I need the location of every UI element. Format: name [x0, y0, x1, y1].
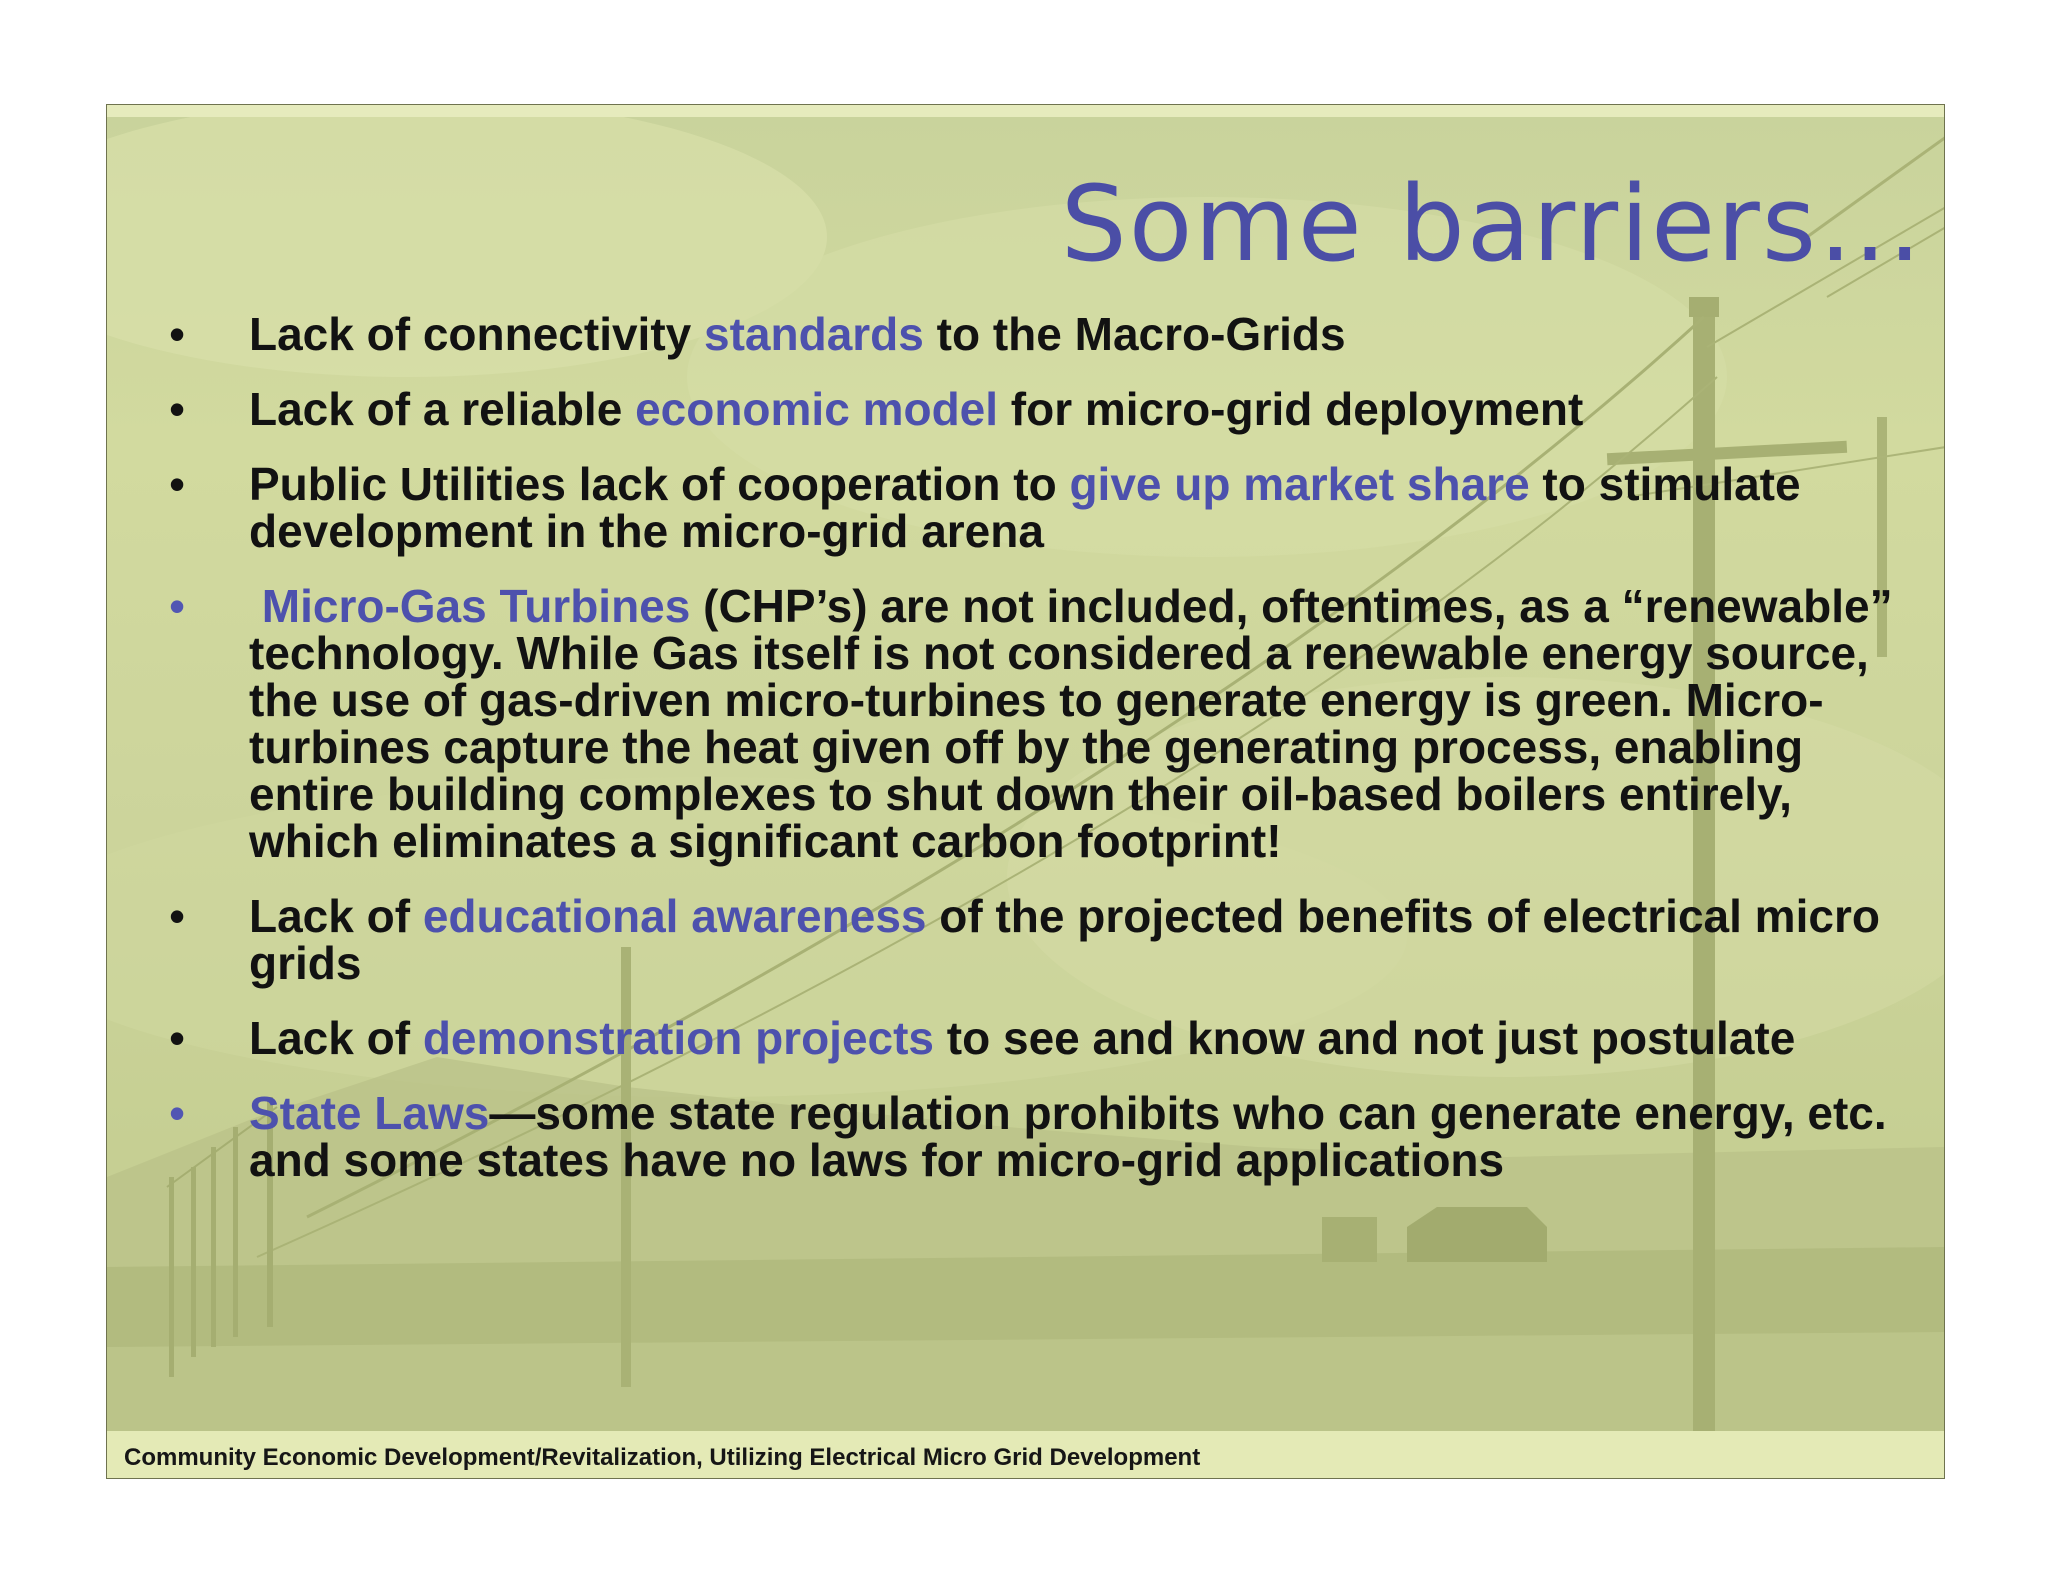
bullet-marker: • — [169, 1012, 186, 1064]
bullet-highlight: give up market share — [1069, 458, 1530, 510]
bullet-text: Lack of — [249, 890, 423, 942]
bullet-item — [169, 580, 1909, 867]
slide — [106, 104, 1945, 1479]
bullet-text: Lack of — [249, 1012, 423, 1064]
bullet-text: Lack of connectivity — [249, 308, 705, 360]
bullet-marker: • — [169, 890, 186, 942]
bullet-text: to the Macro-Grids — [923, 308, 1346, 360]
bullet-item — [169, 308, 1909, 360]
bullet-marker: • — [169, 458, 186, 510]
bullet-highlight: Micro-Gas Turbines — [261, 580, 691, 632]
bullet-item — [169, 383, 1909, 435]
bullet-item — [169, 1087, 1909, 1186]
bullet-marker: • — [169, 580, 186, 632]
bullet-text: Lack of a reliable — [249, 383, 636, 435]
bullet-text: of the projected benefits of electrical micro grids — [249, 890, 1880, 989]
bullet-highlight: State Laws — [249, 1087, 490, 1139]
bullet-item — [169, 458, 1909, 557]
bullet-list — [169, 308, 1909, 1212]
bullet-text: to stimulate development in the micro-grid arena — [249, 458, 1801, 557]
bullet-marker: • — [169, 308, 186, 360]
bullet-highlight: economic model — [635, 383, 999, 435]
bullet-text: for micro-grid deployment — [998, 383, 1584, 435]
bullet-marker: • — [169, 383, 186, 435]
top-band — [107, 105, 1944, 117]
slide-title: Some barriers… — [1060, 163, 1924, 285]
bullet-highlight: demonstration projects — [422, 1012, 935, 1064]
bullet-item — [169, 890, 1909, 989]
bullet-marker: • — [169, 1087, 186, 1139]
bullet-highlight: standards — [704, 308, 924, 360]
bullet-text: (CHP’s) are not included, oftentimes, as a “renewable” technology. While Gas itself is not considered a renewable energy source, the use of gas-driven micro-turbines to generate energy is green. Micro-turbines capture the heat given off by the generating process, enabling entire building complexes to shut down their oil-based boilers entirely, which eliminates a significant carbon footprint! — [249, 580, 1906, 867]
bullet-highlight: educational awareness — [422, 890, 927, 942]
bullet-text: to see and know and not just postulate — [934, 1012, 1796, 1064]
bullet-item — [169, 1012, 1909, 1064]
bullet-text — [249, 580, 262, 632]
bullet-text: Public Utilities lack of cooperation to — [249, 458, 1070, 510]
bullet-text: —some state regulation prohibits who can generate energy, etc. and some states have no laws for micro-grid applications — [249, 1087, 1887, 1186]
footer-text: Community Economic Development/Revitalization, Utilizing Electrical Micro Grid Development — [124, 1444, 1201, 1471]
